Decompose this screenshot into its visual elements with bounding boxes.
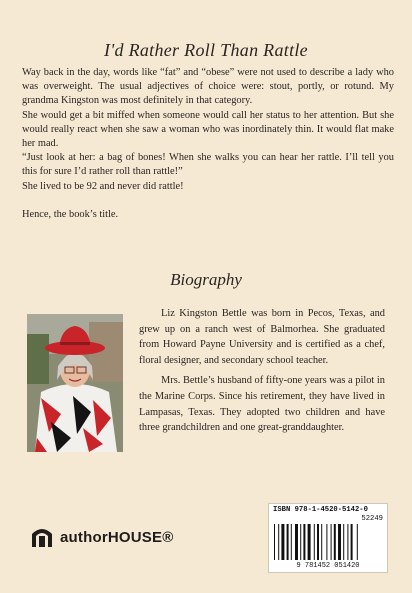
book-title: I'd Rather Roll Than Rattle	[104, 40, 308, 60]
ean-digits: 9 781452 051420	[296, 562, 360, 570]
price-code: 52249	[361, 515, 383, 523]
publisher-logo	[30, 526, 173, 548]
isbn-barcode	[268, 503, 388, 573]
story-paragraph: Way back in the day, words like “fat” and “obese” were not used to describe a lady who was overweight. The usual adjectives of choice were: stout, portly, or rotund. My grandma Kingston was most definitely in that category.	[22, 67, 394, 107]
publisher-name: authorHOUSE®	[60, 528, 174, 546]
bio-paragraph: Mrs. Bettle’s husband of fifty-one years was a pilot in the Marine Corps. Since his retirement, they have lived in Lampasas, Texas. They adopted two children and have three grandchildren and one great-granddaughter.	[139, 375, 385, 434]
story-paragraph: She would get a bit miffed when someone would call her status to her attention. But she would really react when she saw a woman who was inordinately thin. It would flat make her mad.	[22, 109, 394, 150]
author-photo-illustration	[27, 314, 123, 452]
bio-paragraph: Liz Kingston Bettle was born in Pecos, Texas, and grew up on a ranch west of Balmorhea. She graduated from Howard Payne University and is certified as a chef, floral designer, and secondary school teacher.	[139, 308, 385, 366]
story-closing-line: Hence, the book’s title.	[22, 208, 119, 220]
barcode-bars	[273, 524, 383, 560]
biography-text	[139, 306, 385, 436]
isbn-number: ISBN 978-1-4520-5142-0	[273, 506, 368, 514]
biography-heading: Biography	[170, 270, 242, 289]
story-text	[22, 66, 394, 222]
story-paragraph: “Just look at her: a bag of bones! When she walks you can hear her rattle. I’ll tell you this for sure I’d rather roll than rattle!”	[22, 152, 394, 178]
book-arch-icon	[30, 526, 54, 548]
story-paragraph: She lived to be 92 and never did rattle!	[22, 180, 184, 192]
author-photo	[27, 314, 123, 452]
